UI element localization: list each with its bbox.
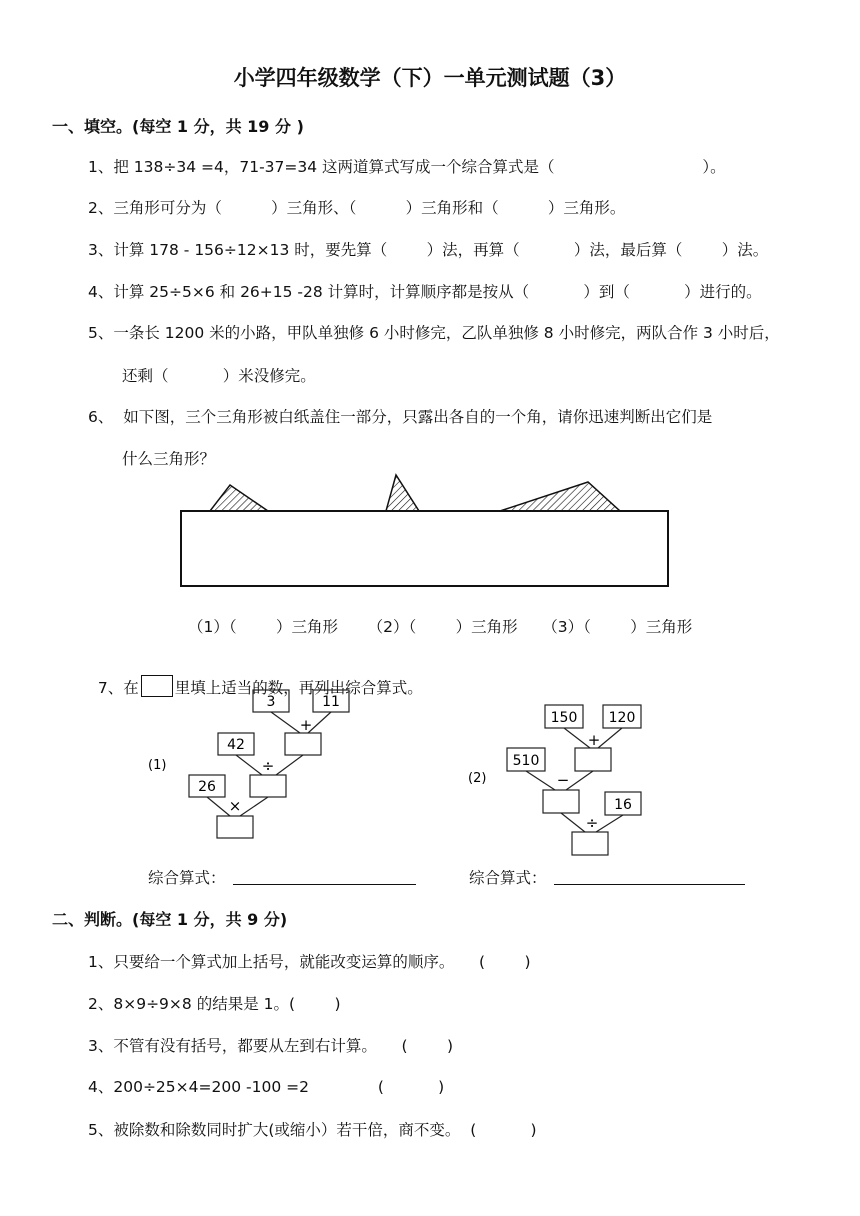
question-4: 4、计算 25÷5×6 和 26+15 -28 计算时，计算顺序都是按从（ ）到（ ）进行的。 xyxy=(88,283,762,301)
question-5-line-2: 还剩（ ）米没修完。 xyxy=(122,367,316,385)
question-6-answers: （1）（ ）三角形 （2）（ ）三角形 （3）（ ）三角形 xyxy=(188,618,693,636)
tree-2-number-150: 150 xyxy=(550,710,578,726)
triangle-1-corner xyxy=(210,485,268,511)
white-paper-cover xyxy=(181,511,668,586)
tree-1-number-3: 3 xyxy=(266,694,276,710)
judge-item-4: 4、200÷25×4=200 -100 =2 ( ) xyxy=(88,1078,445,1096)
covered-triangles-figure xyxy=(170,470,680,592)
formula-label-2: 综合算式： xyxy=(469,869,547,887)
judge-item-3: 3、不管有没有括号，都要从左到右计算。 ( ) xyxy=(88,1037,454,1055)
question-7-text-before: 7、在 xyxy=(97,679,139,697)
tree-1-number-11: 11 xyxy=(322,694,340,710)
page-title: 小学四年级数学（下）一单元测试题（3） xyxy=(233,66,627,90)
question-5-line-1: 5、一条长 1200 米的小路，甲队单独修 6 小时修完，乙队单独修 8 小时修完，两队合作 3 小时后， xyxy=(88,324,780,342)
formula-answer-line-2 xyxy=(554,884,745,885)
judge-item-1: 1、只要给一个算式加上括号，就能改变运算的顺序。 ( ) xyxy=(88,953,531,971)
tree-2-op-plus: + xyxy=(587,731,601,749)
triangle-2-corner xyxy=(386,475,419,511)
question-1: 1、把 138÷34 =4，71-37=34 这两道算式写成一个综合算式是（ ）。 xyxy=(88,158,726,176)
calculation-tree-2 xyxy=(460,700,660,860)
triangle-3-corner xyxy=(500,482,620,511)
tree-2-number-16: 16 xyxy=(614,797,632,813)
question-6-line-2: 什么三角形？ xyxy=(122,450,216,468)
question-3: 3、计算 178 - 156÷12×13 时，要先算（ ）法，再算（ ）法，最后算（ ）法。 xyxy=(88,241,769,259)
tree-1-op-divide: ÷ xyxy=(261,757,275,775)
tree-2-label: (2) xyxy=(468,771,487,786)
tree-1-number-26: 26 xyxy=(198,779,216,795)
question-6-line-1: 6、 如下图，三个三角形被白纸盖住一部分，只露出各自的一个角，请你迅速判断出它们是 xyxy=(88,408,713,426)
tree-1-number-42: 42 xyxy=(227,737,245,753)
section-2-heading: 二、判断。(每空 1 分，共 9 分) xyxy=(52,910,288,929)
question-2: 2、三角形可分为（ ）三角形、（ ）三角形和（ ）三角形。 xyxy=(88,199,626,217)
section-1-heading: 一、填空。(每空 1 分，共 19 分 ) xyxy=(52,117,304,136)
tree-2-number-510: 510 xyxy=(512,753,540,769)
formula-answer-line-1 xyxy=(233,884,416,885)
tree-1-label: (1) xyxy=(148,758,167,773)
calculation-tree-1 xyxy=(140,685,380,845)
tree-1-op-plus: + xyxy=(299,716,313,734)
tree-2-op-minus: − xyxy=(556,771,570,789)
question-7-text-after: 里填上适当的数，再列出综合算式。 xyxy=(174,679,423,697)
judge-item-2: 2、8×9÷9×8 的结果是 1。( ) xyxy=(88,995,341,1013)
judge-item-5: 5、被除数和除数同时扩大(或缩小）若干倍，商不变。 ( ) xyxy=(88,1121,537,1139)
tree-2-number-120: 120 xyxy=(608,710,636,726)
tree-1-op-multiply: × xyxy=(228,797,242,815)
tree-2-op-divide: ÷ xyxy=(585,814,599,832)
formula-label-1: 综合算式： xyxy=(148,869,226,887)
